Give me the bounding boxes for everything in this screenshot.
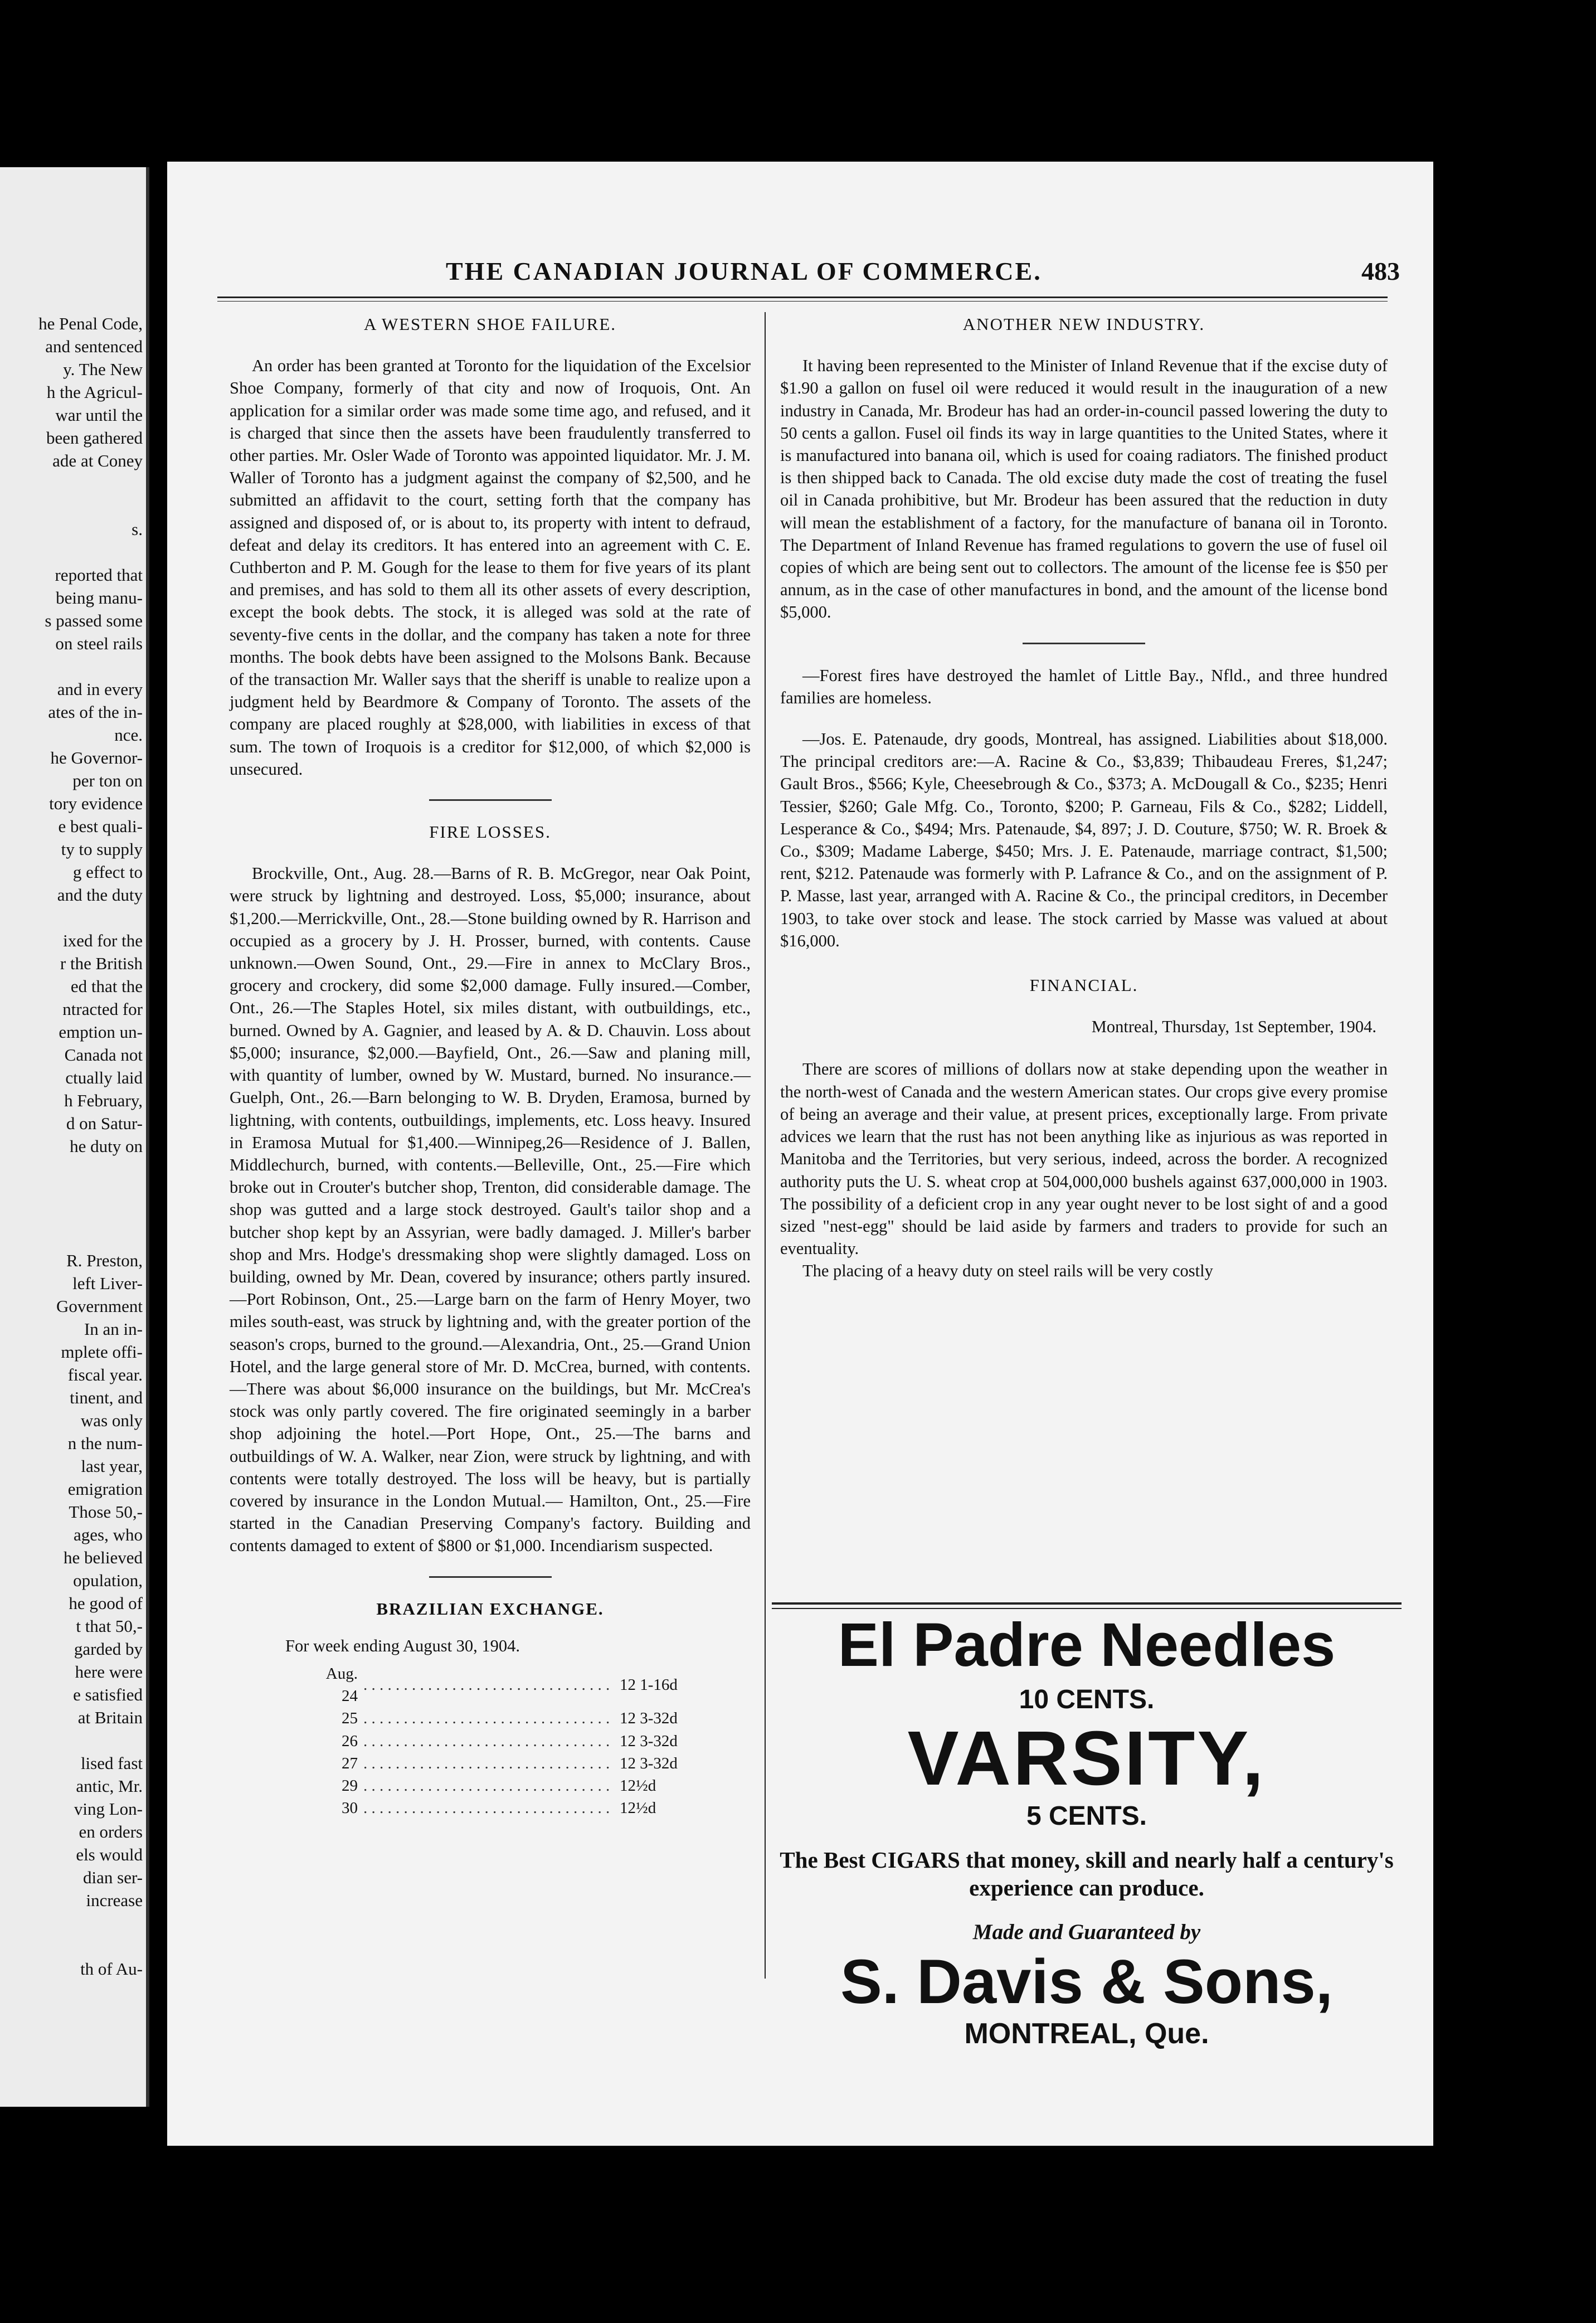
adjacent-page-line: he Penal Code, bbox=[38, 314, 143, 333]
leader-dots: . . . . . . . . . . . . . . . . . . . . . . . . . . . . . . . bbox=[363, 1709, 610, 1728]
exchange-row bbox=[313, 1663, 681, 1707]
section-separator bbox=[429, 1576, 552, 1578]
adjacent-page-text bbox=[0, 312, 146, 1980]
adjacent-page-line: he Governor- bbox=[50, 748, 143, 767]
adjacent-page-line: n the num- bbox=[67, 1433, 143, 1453]
adjacent-page-line bbox=[0, 906, 146, 929]
adjacent-page-line: ade at Coney bbox=[52, 451, 143, 470]
adjacent-page-line bbox=[0, 495, 146, 518]
adjacent-page-line: at Britain bbox=[77, 1708, 143, 1727]
exchange-row bbox=[313, 1752, 681, 1775]
section-separator bbox=[1023, 643, 1145, 644]
exchange-date: 26 bbox=[342, 1732, 358, 1750]
adjacent-page-line: y. The New bbox=[63, 359, 143, 379]
exchange-date: 27 bbox=[342, 1754, 358, 1772]
ad-price-5-cents: 5 CENTS. bbox=[1026, 1801, 1147, 1831]
adjacent-page-line: antic, Mr. bbox=[76, 1776, 143, 1796]
ad-top-rule bbox=[772, 1602, 1402, 1605]
adjacent-page-line: Canada not bbox=[64, 1045, 143, 1065]
financial-heading: FINANCIAL. bbox=[1029, 975, 1138, 995]
ad-tagline: The Best CIGARS that money, skill and nearly half a century's experience can produce. bbox=[780, 1847, 1394, 1901]
adjacent-page-line: been gathered bbox=[46, 428, 143, 448]
forest-fires-item: —Forest fires have destroyed the hamlet of Little Bay., Nfld., and three hundred families are homeless. bbox=[780, 665, 1388, 707]
adjacent-page-fragment bbox=[0, 167, 149, 2107]
adjacent-page-line: Government bbox=[56, 1296, 143, 1316]
new-industry-heading: ANOTHER NEW INDUSTRY. bbox=[962, 314, 1205, 334]
adjacent-page-line: ages, who bbox=[74, 1525, 143, 1544]
cigar-advertisement bbox=[769, 1612, 1404, 2051]
left-column bbox=[230, 313, 751, 1819]
exchange-date: 29 bbox=[342, 1776, 358, 1795]
adjacent-page-line: opulation, bbox=[73, 1571, 143, 1590]
financial-paragraph-continued: The placing of a heavy duty on steel rails will be very costly bbox=[802, 1261, 1213, 1281]
adjacent-page-line: g effect to bbox=[72, 862, 143, 882]
adjacent-page-line: last year, bbox=[81, 1456, 143, 1476]
adjacent-page-line: e best quali- bbox=[58, 817, 143, 836]
column-divider bbox=[765, 312, 766, 1979]
ad-brand-varsity: VARSITY, bbox=[907, 1715, 1266, 1801]
patenaude-item: —Jos. E. Patenaude, dry goods, Montreal, has assigned. Liabilities about $18,000. The principal creditors are:—A. Racine & Co., $3,839; Thibaudeau Freres, $1,247; Gault Bros., $566; Kyle, Cheesebrough & Co., $373; A. McDougall & Co., $235; Henri Tessier, $260; Gale Mfg. Co., Toronto, $200; P. Garneau, Fils & Co., $282; Liddell, Lesperance & Co., $494; Mrs. Patenaude, $4, 897; J. D. Couture, $750; W. R. Broek & Co., $309; Madame Laberge, $450; Mrs. J. E. Patenaude, marriage contract, $1,500; rent, $212. Patenaude was formerly with P. Lafrance & Co., and on the assignment of P. P. Masse, last year, arranged with A. Racine & Co., the principal creditors, in December 1903, to take over stock and lease. The stock carried by Masse was valued at about $16,000. bbox=[780, 730, 1388, 950]
adjacent-page-line: garded by bbox=[74, 1639, 143, 1659]
fire-losses-heading: FIRE LOSSES. bbox=[429, 822, 551, 842]
exchange-rate: 12 3-32d bbox=[620, 1709, 678, 1728]
ad-price-10-cents: 10 CENTS. bbox=[1019, 1685, 1155, 1714]
ad-maker-name: S. Davis & Sons, bbox=[840, 1947, 1333, 2016]
section-separator bbox=[429, 799, 552, 801]
page-header bbox=[167, 256, 1433, 290]
adjacent-page-line: left Liver- bbox=[72, 1274, 143, 1293]
adjacent-page-line bbox=[0, 655, 146, 678]
adjacent-page-line: and sentenced bbox=[45, 337, 143, 356]
exchange-row bbox=[313, 1775, 681, 1797]
exchange-rate: 12 3-32d bbox=[620, 1732, 678, 1750]
adjacent-page-line: ty to supply bbox=[61, 839, 143, 859]
adjacent-page-line: emigration bbox=[67, 1479, 143, 1499]
leader-dots: . . . . . . . . . . . . . . . . . . . . . . . . . . . . . . . bbox=[363, 1776, 610, 1795]
leader-dots: . . . . . . . . . . . . . . . . . . . . . . . . . . . . . . . bbox=[363, 1754, 610, 1772]
shoe-failure-body: An order has been granted at Toronto for the liquidation of the Excelsior Shoe Company, formerly of that city and now of Iroquois, Ont. An application for a similar order was made some time ago, and refused, and it is charged that since then the assets have been fraudulently transferred to other parties. Mr. Osler Wade of Toronto was appointed liquidator. Mr. J. M. Waller of Toronto has a judgment against the company of $2,500, and he submitted an affidavit to the court, setting forth that the company has assigned and disposed of, or is about to, its property with intent to defraud, defeat and delay its creditors. It has entered into an agreement with C. E. Cuthberton and P. M. Gough for the lease to them for five years of its plant and premises, and has sold to them all its other assets of every description, except the book debts. The stock, it is alleged was sold at the rate of seventy-five cents in the dollar, and the company has taken a note for three months. The book debts have been assigned to the Molsons Bank. Because of the transaction Mr. Waller says that the sheriff is unable to realize upon a judgment held by Beardmore & Company of Toronto. The assets of the company are placed roughly at $28,000, with liabilities in excess of that sum. The town of Iroquois is a creditor for $12,000, of which $2,000 is unsecured. bbox=[230, 356, 751, 779]
adjacent-page-line: s passed some bbox=[45, 611, 143, 630]
adjacent-page-line: ixed for the bbox=[63, 931, 143, 950]
adjacent-page-line: ctually laid bbox=[65, 1068, 143, 1087]
adjacent-page-line bbox=[0, 1729, 146, 1752]
leader-dots: . . . . . . . . . . . . . . . . . . . . . . . . . . . . . . . bbox=[363, 1732, 610, 1750]
adjacent-page-line: fiscal year. bbox=[67, 1365, 143, 1384]
adjacent-page-line: he believed bbox=[63, 1548, 143, 1567]
adjacent-page-line: R. Preston, bbox=[66, 1251, 143, 1270]
adjacent-page-line: per ton on bbox=[72, 771, 143, 790]
adjacent-page-line: ntracted for bbox=[62, 999, 143, 1019]
adjacent-page-line: and in every bbox=[57, 679, 143, 699]
adjacent-page-line: he duty on bbox=[70, 1136, 143, 1156]
adjacent-page-line: d on Satur- bbox=[66, 1114, 143, 1133]
adjacent-page-line bbox=[0, 1935, 146, 1957]
adjacent-page-line: r the British bbox=[60, 954, 143, 973]
adjacent-page-line: increase bbox=[86, 1891, 143, 1910]
exchange-rate: 12½d bbox=[620, 1799, 656, 1817]
adjacent-page-line: In an in- bbox=[84, 1319, 143, 1339]
exchange-row bbox=[313, 1730, 681, 1752]
exchange-rate: 12½d bbox=[620, 1776, 656, 1795]
exchange-table bbox=[313, 1663, 681, 1819]
shoe-failure-heading: A WESTERN SHOE FAILURE. bbox=[363, 314, 617, 334]
header-rule-thin bbox=[217, 301, 1388, 302]
adjacent-page-line bbox=[0, 541, 146, 563]
journal-title: THE CANADIAN JOURNAL OF COMMERCE. bbox=[446, 257, 1042, 285]
adjacent-page-line bbox=[0, 472, 146, 495]
adjacent-page-line: els would bbox=[76, 1845, 143, 1864]
ad-maker-city: MONTREAL, Que. bbox=[964, 2018, 1209, 2050]
adjacent-page-line: on steel rails bbox=[55, 634, 143, 653]
brazilian-exchange-heading: BRAZILIAN EXCHANGE. bbox=[376, 1598, 604, 1619]
leader-dots: . . . . . . . . . . . . . . . . . . . . . . . . . . . . . . . bbox=[363, 1676, 610, 1694]
adjacent-page-line: h February, bbox=[64, 1091, 143, 1110]
adjacent-page-line: here were bbox=[75, 1662, 143, 1681]
adjacent-page-line bbox=[0, 1912, 146, 1935]
adjacent-page-line: tory evidence bbox=[49, 794, 143, 813]
adjacent-page-line bbox=[0, 1158, 146, 1180]
brazilian-exchange bbox=[230, 1598, 751, 1820]
exchange-rate: 12 3-32d bbox=[620, 1754, 678, 1772]
adjacent-page-line bbox=[0, 1203, 146, 1226]
fire-losses-body: Brockville, Ont., Aug. 28.—Barns of R. B. McGregor, near Oak Point, were struck by lightning and destroyed. Loss, $5,000; insurance, about $1,200.—Merrickville, Ont., 28.—Stone building owned by R. Harrison and occupied as a grocery by J. H. Prosser, burned, with contents. Cause unknown.—Owen Sound, Ont., 29.—Fire in annex to McClary Bros., grocery and crockery, did some $2,000 damage. Fully insured.—Comber, Ont., 26.—The Staples Hotel, six miles distant, with outbuildings, etc., burned. Owned by A. Gagnier, and leased by A. & D. Chauvin. Loss about $5,000; insurance, $2,000.—Bayfield, Ont., 26.—Saw and planing mill, with quantity of lumber, owned by W. Mustard, burned. No insurance.—Guelph, Ont., 26.—Barn belonging to W. B. Dryden, Eramosa, burned by lightning, with contents, outbuildings, implements, etc. Loss heavy. Insured in Eramosa Mutual for $1,400.—Winnipeg,26—Residence of J. Ballen, Middlechurch, burned, with contents.—Belleville, Ont., 25.—Fire which broke out in Crouter's butcher shop, Trenton, did considerable damage. The shop was gutted and a large stock destroyed. Gault's tailor shop and a butcher shop kept by an Assyrian, were badly damaged. J. Miller's barber shop and Mrs. Hodge's dressmaking shop were slightly damaged. Loss on building, owned by Mr. Dean, covered by insurance; others partly insured.—Port Robinson, Ont., 25.—Large barn on the farm of Henry Moyer, two miles south-east, was struck by lightning and, with the greater portion of the season's crops, burned to the ground.—Alexandria, Ont., 25.—Grand Union Hotel, and the large general store of Mr. D. McCrea, burned, with contents.—There was about $6,000 insurance on the buildings, but Mr. McCrea's stock was only partly covered. The fire originated seemingly in a barber shop adjoining the hotel.—Port Hope, Ont., 25.—The barns and outbuildings of W. A. Walker, near Zion, were struck by lightning, and with contents were totally destroyed. The loss will be heavy, but is partially covered by insurance in the London Mutual.— Hamilton, Ont., 25.—Fire started in the Canadian Preserving Company's factory. Building and contents damaged to extent of $800 or $1,000. Incendiarism suspected. bbox=[230, 864, 751, 1556]
adjacent-page-line: war until the bbox=[55, 405, 143, 425]
leader-dots: . . . . . . . . . . . . . . . . . . . . . . . . . . . . . . . bbox=[363, 1799, 610, 1817]
adjacent-page-line bbox=[0, 1180, 146, 1203]
financial-paragraph: There are scores of millions of dollars now at stake depending upon the weather in the north-west of Canada and the western American states. Our crops give every promise of being an average and their value, at present prices, exceptionally large. From private advices we learn that the rust has not been anything like as injurious as was reported in Manitoba and the Territories, but very serious, indeed, across the border. A recognized authority puts the U. S. wheat crop at 504,000,000 bushels against 637,000,000 in 1903. The possibility of a deficient crop in any year ought never to be lost sight of and a good sized "nest-egg" should be laid aside by farmers and traders to provide for such an eventuality. bbox=[780, 1060, 1388, 1258]
adjacent-page-line bbox=[0, 1226, 146, 1249]
adjacent-page-line: was only bbox=[80, 1411, 143, 1430]
adjacent-page-line: ed that the bbox=[70, 976, 143, 996]
newspaper-page bbox=[167, 162, 1433, 2146]
adjacent-page-line: e satisfied bbox=[73, 1685, 143, 1704]
header-rule bbox=[217, 297, 1388, 298]
adjacent-page-line: Those 50,- bbox=[69, 1502, 143, 1522]
adjacent-page-line: dian ser- bbox=[83, 1868, 143, 1887]
adjacent-page-line: emption un- bbox=[59, 1022, 143, 1042]
ad-top-rule-thin bbox=[772, 1608, 1402, 1609]
adjacent-page-line: tinent, and bbox=[70, 1388, 143, 1407]
exchange-date: 30 bbox=[342, 1799, 358, 1817]
exchange-rate: 12 1-16d bbox=[620, 1676, 678, 1694]
adjacent-page-line: s. bbox=[132, 519, 143, 539]
adjacent-page-line: reported that bbox=[55, 565, 143, 585]
adjacent-page-line: t that 50,- bbox=[76, 1616, 143, 1636]
exchange-row bbox=[313, 1797, 681, 1819]
new-industry-body: It having been represented to the Minister of Inland Revenue that if the excise duty of $1.90 a gallon on fusel oil were reduced it would result in the inauguration of a new industry in Canada, Mr. Brodeur has had an order-in-council passed lowering the duty to 50 cents a gallon. Fusel oil finds its way in large quantities to the United States, where it is manufactured into banana oil, which is used for coaing radiators. The finished product is then shipped back to Canada. The old excise duty made the cost of treating the fusel oil in Canada prohibitive, but Mr. Brodeur has been assured that the reduction in duty will mean the establishment of a factory, for the manufacture of banana oil in Toronto. The Department of Inland Revenue has framed regulations to govern the use of fusel oil copies of which are being sent out to collectors. The amount of the license fee is $50 per annum, as in the case of other manufactures in bond, and the amount of the license bond $5,000. bbox=[780, 356, 1388, 622]
ad-guarantee: Made and Guaranteed by bbox=[972, 1920, 1201, 1944]
adjacent-page-line: ates of the in- bbox=[48, 702, 143, 722]
adjacent-page-line: ving Lon- bbox=[74, 1799, 143, 1819]
ad-brand-el-padre: El Padre Needles bbox=[838, 1611, 1336, 1679]
adjacent-page-line: nce. bbox=[114, 725, 143, 745]
adjacent-page-line: lised fast bbox=[80, 1753, 143, 1773]
adjacent-page-line: en orders bbox=[79, 1822, 143, 1841]
page-number: 483 bbox=[1361, 257, 1400, 285]
adjacent-page-line: and the duty bbox=[57, 885, 143, 905]
financial-dateline: Montreal, Thursday, 1st September, 1904. bbox=[1091, 1017, 1376, 1037]
adjacent-page-line: h the Agricul- bbox=[46, 382, 143, 402]
adjacent-page-line: being manu- bbox=[56, 588, 143, 608]
exchange-date: Aug. 24 bbox=[325, 1664, 358, 1705]
adjacent-page-line: he good of bbox=[69, 1593, 143, 1613]
adjacent-page-line: mplete offi- bbox=[61, 1342, 143, 1362]
exchange-date: 25 bbox=[342, 1709, 358, 1728]
exchange-row bbox=[313, 1707, 681, 1729]
right-column bbox=[780, 313, 1388, 1282]
adjacent-page-line: th of Au- bbox=[80, 1959, 143, 1979]
brazilian-exchange-week: For week ending August 30, 1904. bbox=[285, 1636, 520, 1655]
